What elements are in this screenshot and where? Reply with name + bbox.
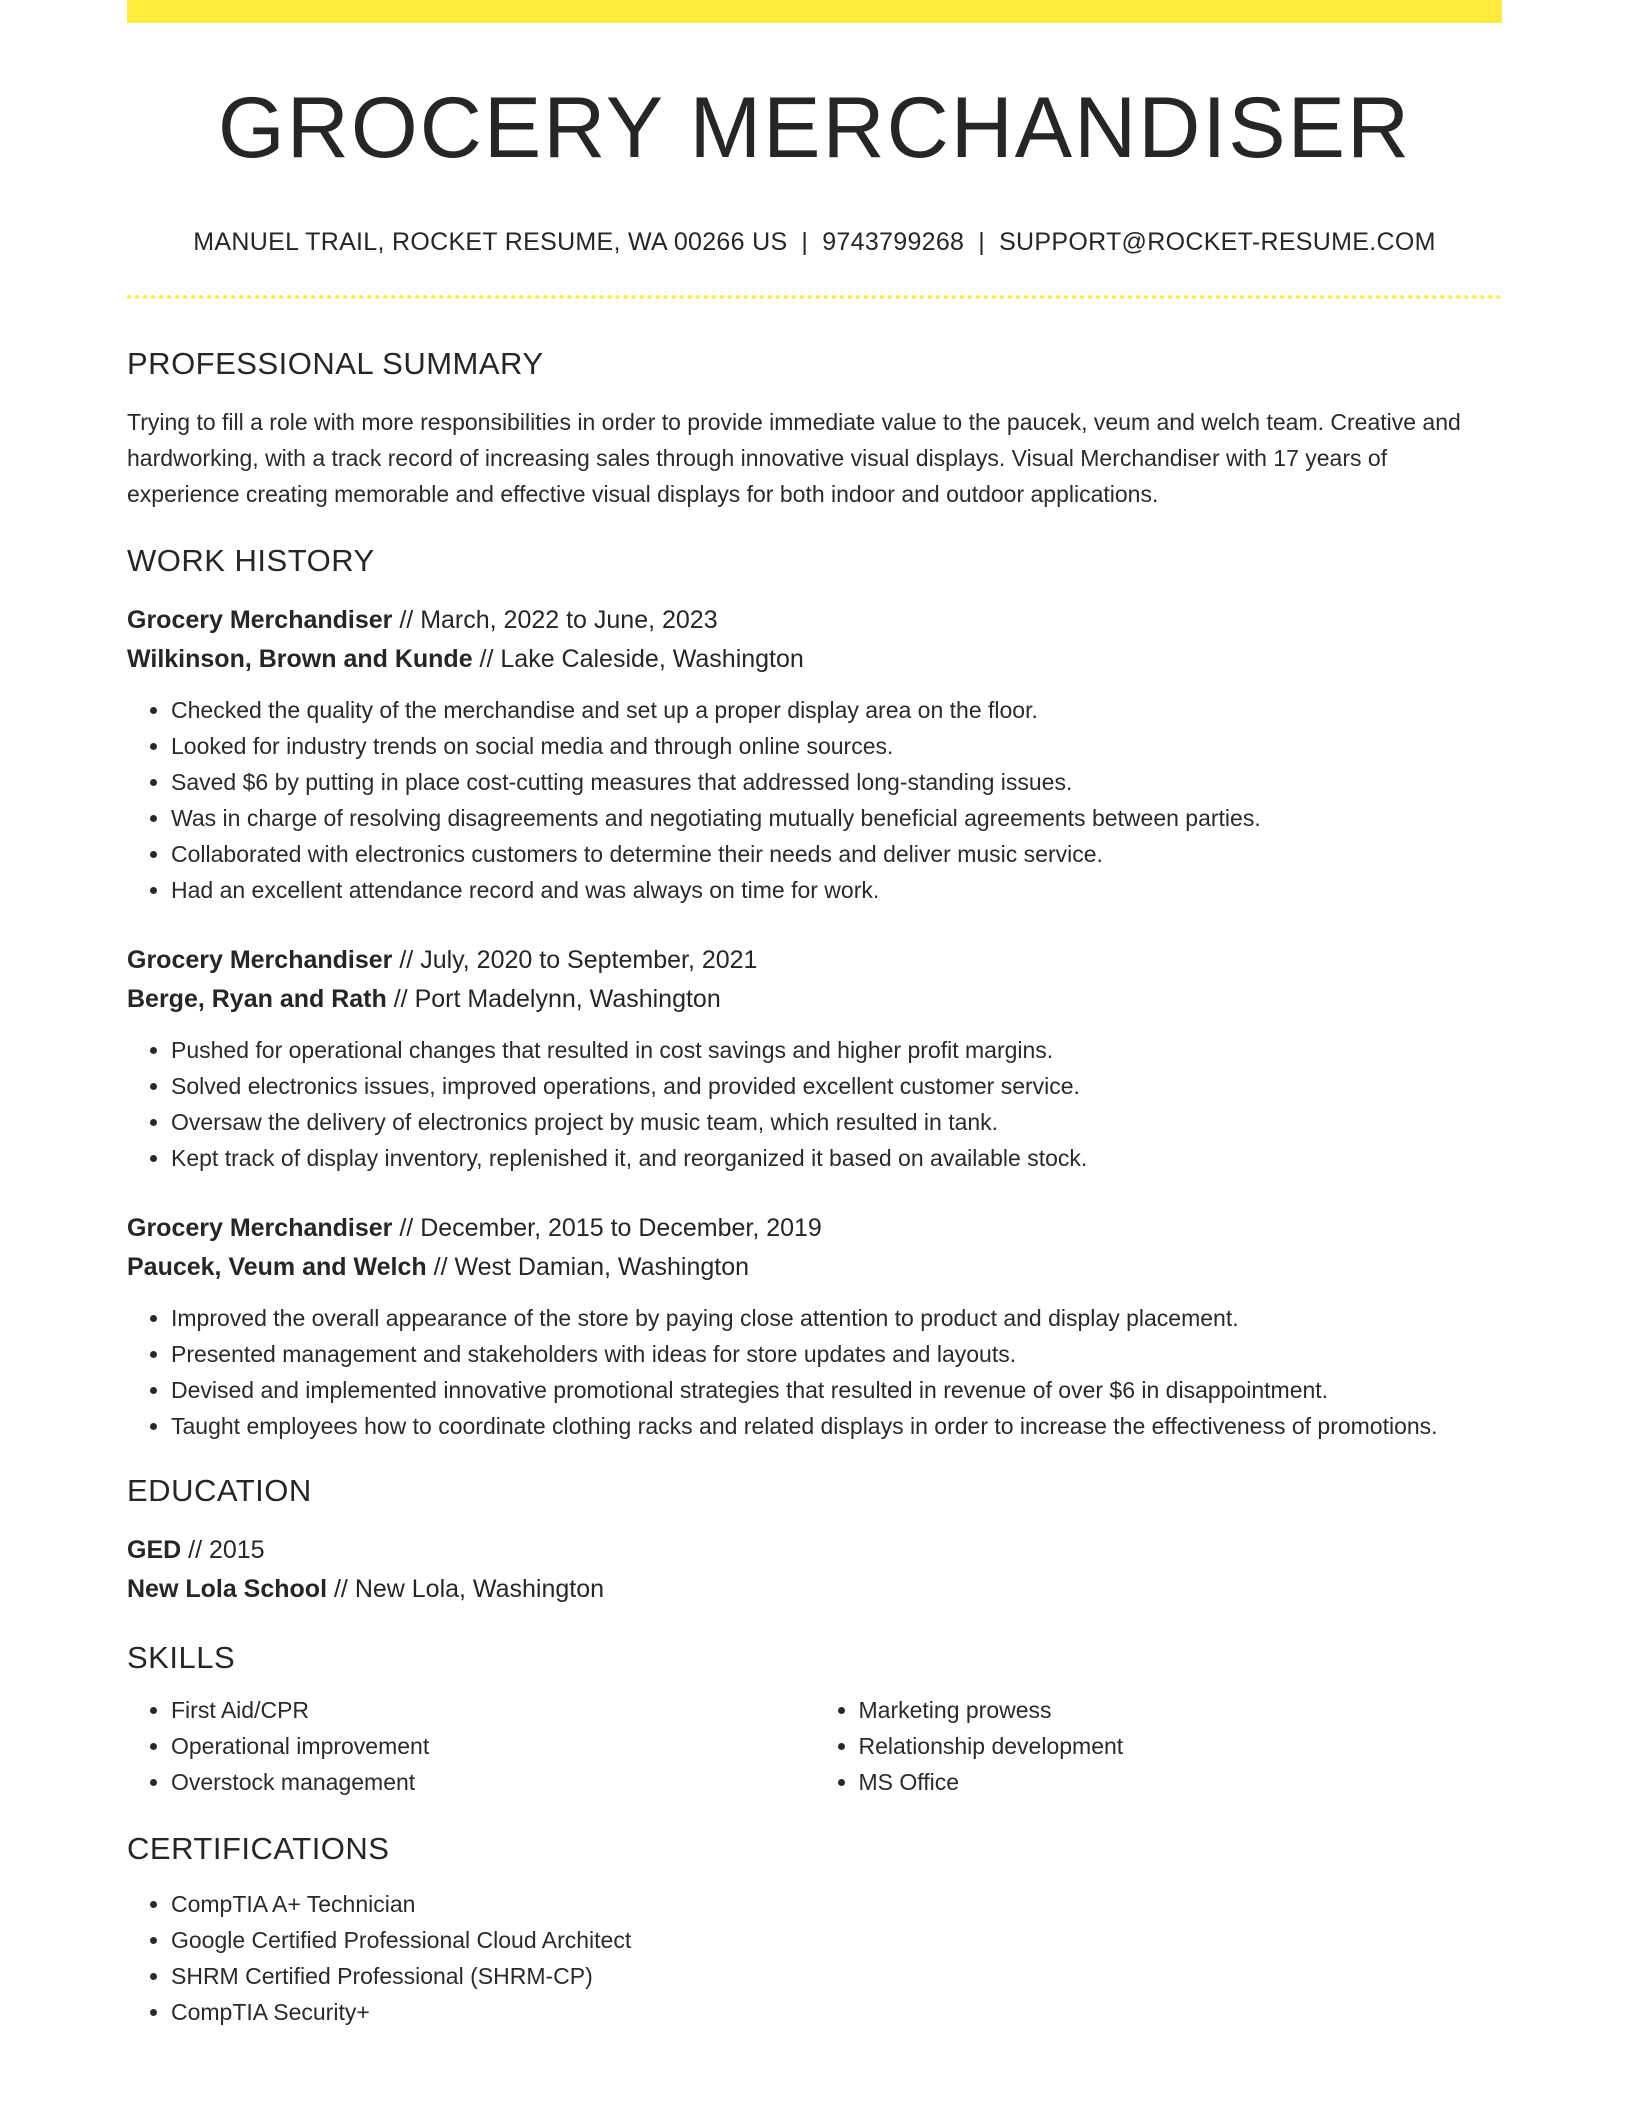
certification-item: • SHRM Certified Professional (SHRM-CP) xyxy=(171,1958,1502,1994)
job-bullet: • Kept track of display inventory, replenished it, and reorganized it based on available stock. xyxy=(171,1140,1502,1176)
resume-name: GROCERY MERCHANDISER xyxy=(217,80,1412,176)
job-company: Paucek, Veum and Welch xyxy=(127,1252,427,1281)
job-bullet: • Had an excellent attendance record and was always on time for work. xyxy=(171,872,1502,908)
job-company-line xyxy=(127,640,1502,679)
job-bullet: • Was in charge of resolving disagreements and negotiating mutually beneficial agreements between parties. xyxy=(171,800,1502,836)
skills-heading: SKILLS xyxy=(127,1640,236,1676)
contact-phone: 9743799268 xyxy=(822,227,965,256)
education-school-line xyxy=(127,1570,1502,1609)
job-role: Grocery Merchandiser xyxy=(127,1213,393,1242)
skill-item: • MS Office xyxy=(859,1764,1503,1800)
skill-item: • Operational improvement xyxy=(171,1728,815,1764)
job-bullet: • Solved electronics issues, improved operations, and provided excellent customer service. xyxy=(171,1068,1502,1104)
skill-item: • Relationship development xyxy=(859,1728,1503,1764)
skills-grid xyxy=(127,1692,1502,1800)
job-bullet: • Taught employees how to coordinate clothing racks and related displays in order to increase the effectiveness of promotions. xyxy=(171,1408,1502,1444)
work-history-heading: WORK HISTORY xyxy=(127,542,375,578)
job-bullet: • Looked for industry trends on social media and through online sources. xyxy=(171,728,1502,764)
education-degree: GED xyxy=(127,1536,182,1565)
job-bullet: • Pushed for operational changes that resulted in cost savings and higher profit margins. xyxy=(171,1032,1502,1068)
job-role: Grocery Merchandiser xyxy=(127,945,393,974)
skill-item: • Overstock management xyxy=(171,1764,815,1800)
job-location: // Lake Caleside, Washington xyxy=(472,644,804,673)
job-location: // Port Madelynn, Washington xyxy=(386,984,721,1013)
job-entry xyxy=(127,1209,1502,1444)
job-title-line xyxy=(127,1209,1502,1248)
accent-top-bar xyxy=(127,0,1502,23)
contact-separator: | xyxy=(801,227,809,256)
job-location: // West Damian, Washington xyxy=(426,1252,750,1281)
education-school: New Lola School xyxy=(127,1575,328,1604)
education-degree-line xyxy=(127,1531,1502,1570)
job-bullet: • Presented management and stakeholders with ideas for store updates and layouts. xyxy=(171,1336,1502,1372)
summary-text: Trying to fill a role with more responsibilities in order to provide immediate value to the paucek, veum and welch team. Creative and hardworking, with a track record of increasing sales through innovative visual displays. Visual Merchandiser with 17 years of experience creating memorable and effective visual displays for both indoor and outdoor applications. xyxy=(127,408,1461,507)
job-entry xyxy=(127,601,1502,908)
education-year: // 2015 xyxy=(181,1536,265,1565)
job-bullet-list xyxy=(127,1300,1502,1444)
education-entry xyxy=(127,1531,1502,1609)
contact-line xyxy=(127,228,1502,257)
job-company-line xyxy=(127,1248,1502,1287)
job-bullet: • Collaborated with electronics customers to determine their needs and deliver music service. xyxy=(171,836,1502,872)
job-company-line xyxy=(127,980,1502,1019)
contact-separator: | xyxy=(978,227,986,256)
job-entry xyxy=(127,941,1502,1176)
summary-heading: PROFESSIONAL SUMMARY xyxy=(127,345,544,381)
certification-item: • Google Certified Professional Cloud Architect xyxy=(171,1922,1502,1958)
skill-item: • First Aid/CPR xyxy=(171,1692,815,1728)
job-dates: // December, 2015 to December, 2019 xyxy=(392,1213,822,1242)
job-dates: // March, 2022 to June, 2023 xyxy=(392,605,718,634)
skill-item: • Marketing prowess xyxy=(859,1692,1503,1728)
contact-email: SUPPORT@ROCKET-RESUME.COM xyxy=(999,227,1436,256)
education-heading: EDUCATION xyxy=(127,1472,312,1508)
education-location: // New Lola, Washington xyxy=(327,1575,605,1604)
resume-page xyxy=(127,0,1502,2030)
job-bullet: • Devised and implemented innovative promotional strategies that resulted in revenue of over $6 in disappointment. xyxy=(171,1372,1502,1408)
dotted-divider xyxy=(127,295,1502,299)
job-company: Berge, Ryan and Rath xyxy=(127,984,387,1013)
job-bullet: • Saved $6 by putting in place cost-cutting measures that addressed long-standing issues. xyxy=(171,764,1502,800)
job-bullet: • Checked the quality of the merchandise and set up a proper display area on the floor. xyxy=(171,692,1502,728)
certification-item: • CompTIA Security+ xyxy=(171,1994,1502,2030)
job-bullet: • Improved the overall appearance of the store by paying close attention to product and display placement. xyxy=(171,1300,1502,1336)
certification-item: • CompTIA A+ Technician xyxy=(171,1886,1502,1922)
job-bullet-list xyxy=(127,1032,1502,1176)
job-bullet: • Oversaw the delivery of electronics project by music team, which resulted in tank. xyxy=(171,1104,1502,1140)
certifications-heading: CERTIFICATIONS xyxy=(127,1831,390,1867)
job-title-line xyxy=(127,941,1502,980)
job-bullet-list xyxy=(127,692,1502,908)
job-title-line xyxy=(127,601,1502,640)
job-role: Grocery Merchandiser xyxy=(127,605,393,634)
certifications-list xyxy=(127,1886,1502,2030)
skills-list-right xyxy=(815,1692,1503,1800)
contact-address: MANUEL TRAIL, ROCKET RESUME, WA 00266 US xyxy=(193,227,788,256)
skills-list-left xyxy=(127,1692,815,1800)
job-company: Wilkinson, Brown and Kunde xyxy=(127,644,473,673)
job-dates: // July, 2020 to September, 2021 xyxy=(392,945,758,974)
